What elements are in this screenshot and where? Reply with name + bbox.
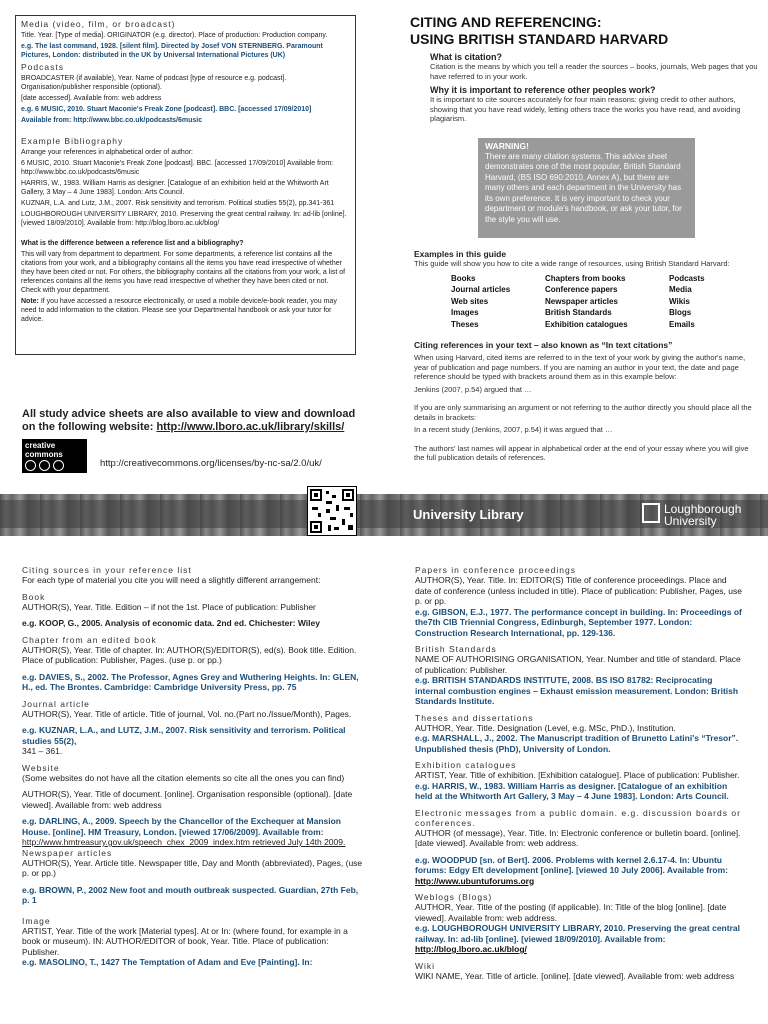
answer-citation: Citation is the means by which you tell a reader the sources – books, journals, Web pages that you have referred to in your work. — [430, 62, 758, 81]
study-advice-url[interactable]: http://www.lboro.ac.uk/library/skills/ — [156, 421, 345, 433]
wiki-label: Wiki — [415, 960, 436, 971]
book-label: Book — [22, 591, 46, 602]
blogs-url[interactable]: http://blog.lboro.ac.uk/blog/ — [415, 944, 527, 954]
cc-logo-text-2: commons — [25, 450, 63, 459]
exhibition-label: Exhibition catalogues — [415, 760, 517, 770]
example-item: Media — [669, 285, 692, 294]
question-citation: What is citation? — [430, 52, 502, 62]
image-example: e.g. MASOLINO, T., 1427 The Temptation of Adam and Eve [Painting]. In: — [22, 957, 313, 967]
electronic-messages-label: Electronic messages from a public domain. e.g. discussion boards or conferences. — [415, 807, 741, 828]
license-url[interactable]: http://creativecommons.org/licenses/by-nc-sa/2.0/uk/ — [100, 458, 322, 469]
answer-importance: It is important to cite sources accurately for four main reasons: giving credit to other authors, showing that you have read widely, letting others trace the works you have read, and avoiding plagiarism. — [430, 95, 741, 123]
conference-label: Papers in conference proceedings — [415, 565, 576, 575]
podcast-format-2: [date accessed]. Available from: web address — [21, 95, 162, 102]
blogs-format: AUTHOR, Year. Title of the posting (if applicable). In: Title of the blog [online]. [date viewed]. Available from: web address. — [415, 902, 727, 923]
example-item: Theses — [451, 319, 479, 329]
in-text-heading: Citing references in your text – also known as “In text citations” — [414, 340, 673, 350]
image-format: ARTIST, Year. Title of the work [Material types]. At or In: (where found, for example in a book or museum). IN: AUTHOR/EDITOR of book, Year. Title. Place of publication: Publisher. — [22, 925, 348, 957]
creative-commons-logo — [22, 439, 87, 473]
example-item: Newspaper articles — [545, 296, 618, 306]
in-text-p3: The authors' last names will appear in alphabetical order at the end of your essay where you will give the full publication details of references. — [414, 443, 749, 462]
page-title: CITING AND REFERENCING: — [410, 14, 602, 30]
journal-pages: 341 – 361. — [22, 746, 63, 756]
podcast-example: e.g. 6 MUSIC, 2010. Stuart Maconie's Freak Zone [podcast]. BBC. [accessed 17/09/2010] — [21, 106, 312, 113]
difference-heading: What is the difference between a reference list and a bibliography? — [21, 240, 244, 247]
podcast-example-url[interactable]: Available from: http://www.bbc.co.uk/podcasts/6music — [21, 117, 203, 124]
bib-entry: HARRIS, W., 1983. William Harris as designer. [Catalogue of an exhibition held at the Whitworth Art Gallery, 3 May – 4 June 1983]. London: Arts Council. — [21, 180, 329, 196]
note-label: Note: — [21, 298, 39, 305]
in-text-example-1: Jenkins (2007, p.54) argued that … — [414, 384, 532, 394]
journal-label: Journal article — [22, 698, 90, 709]
podcasts-label: Podcasts — [21, 62, 64, 72]
website-note: (Some websites do not have all the citation elements so cite all the ones you can find) — [22, 772, 345, 783]
chapter-example: e.g. DAVIES, S., 2002. The Professor, Agnes Grey and Wuthering Heights. In: GLEN, H., ed. The Brontes. Cambridge: Cambridge University Press, pp. 75 — [22, 671, 359, 692]
example-item: Exhibition catalogues — [545, 319, 628, 329]
example-item: Web sites — [451, 296, 489, 306]
newspaper-label: Newspaper articles — [22, 847, 113, 858]
theses-label: Theses and dissertations — [415, 712, 534, 723]
podcast-format: BROADCASTER (if available), Year. Name of podcast [type of resource e.g. podcast]. Organisation/publisher responsible (optional). — [21, 75, 287, 91]
british-standards-label: British Standards — [415, 644, 497, 654]
chapter-format: AUTHOR(S), Year. Title of chapter. In: AUTHOR(S)/EDITOR(S), ed(s). Book title. Edition. Place of publication: Publisher, Pages. (use p. or pp.) — [22, 644, 357, 665]
exhibition-format: ARTIST, Year. Title of exhibition. [Exhibition catalogue]. Place of publication: Publisher. — [415, 770, 740, 780]
example-item: Chapters from books — [545, 273, 626, 283]
reference-list-column-left — [22, 565, 367, 968]
newspaper-format: AUTHOR(S), Year. Article title. Newspaper title, Day and Month (abbreviated), Pages, (use p. or pp.) — [22, 857, 363, 878]
example-item: Emails — [669, 319, 695, 329]
example-item: Podcasts — [669, 273, 705, 283]
study-advice-line1: All study advice sheets are also available to view and download — [22, 408, 356, 420]
examples-heading: Examples in this guide — [414, 249, 507, 259]
note-text: If you have accessed a resource electronically, or used a mobile device/e-book reader, you may need to add information to the citation. Please see your Departmental handbook or ask your tutor for advice. — [21, 298, 337, 323]
british-standards-format: NAME OF AUTHORISING ORGANISATION, Year. Number and title of standard. Place of publication: Publisher. — [415, 654, 741, 675]
example-item: Images — [451, 308, 479, 317]
qr-code-icon — [307, 486, 357, 536]
website-url[interactable]: http://www.hmtreasury.gov.uk/speech_chex_2009_index.htm retrieved July 14th 2009. — [22, 837, 346, 847]
example-item: Blogs — [669, 308, 692, 317]
bib-entry: LOUGHBOROUGH UNIVERSITY LIBRARY, 2010. Preserving the great central railway. In: ad-lib [online]. [viewed 18/09/2010]. Available from: http://blog.lboro.ac.uk/blog/ — [21, 211, 347, 227]
blogs-label: Weblogs (Blogs) — [415, 892, 493, 902]
conference-example: e.g. GIBSON, E.J., 1977. The performance concept in building. In: Proceedings of the7th CIB Triennial Congress, Edinburgh, September 1977. London: Construction Research International, pp. 129-136. — [415, 606, 742, 638]
blogs-example: e.g. LOUGHBOROUGH UNIVERSITY LIBRARY, 2010. Preserving the great central railway. In: ad-lib [online]. [viewed 18/09/2010]. Available from: — [415, 923, 740, 944]
media-label: Media (video, film, or broadcast) — [21, 19, 176, 29]
website-example: e.g. DARLING, A., 2009. Speech by the Chancellor of the Exchequer at Mansion House. [online]. HM Treasury, London. [viewed 17/06/2009]. Available from: — [22, 816, 341, 837]
study-advice — [22, 408, 362, 434]
chapter-label: Chapter from an edited book — [22, 634, 157, 645]
loughborough-logo — [642, 503, 741, 527]
book-example: e.g. KOOP, G., 2005. Analysis of economic data. 2nd ed. Chichester: Wiley — [22, 618, 320, 628]
in-text-example-2: In a recent study (Jenkins, 2007, p.54) it was argued that … — [414, 425, 613, 434]
media-format: Title. Year. [Type of media]. ORIGINATOR (e.g. director). Place of production: Production company. — [21, 32, 328, 39]
study-advice-line2: on the following website: — [22, 421, 154, 433]
bib-entry: 6 MUSIC, 2010. Stuart Maconie's Freak Zone [podcast]. BBC. [accessed 17/09/2010] Available from: http://www.bbc.co.uk/podcasts/6music — [21, 160, 334, 176]
example-item: Books — [451, 273, 476, 283]
reference-list-column-right — [415, 565, 745, 981]
warning-box — [478, 138, 695, 238]
electronic-messages-example: e.g. WOODPUD [sn. of Bert]. 2006. Problems with kernel 2.6.17-4. In: Ubuntu forums: Edgy Eft development [online]. [viewed 10 July 2006]. Available from: — [415, 854, 728, 875]
journal-format: AUTHOR(S), Year. Title of article. Title of journal, Vol. no.(Part no./Issue/Month), Pages. — [22, 708, 352, 719]
bib-intro: Arrange your references in alphabetical order of author: — [21, 149, 193, 156]
british-standards-example: e.g. BRITISH STANDARDS INSTITUTE, 2008. BS ISO 81782: Reciprocating internal combustion engines – Exhaust emission measurement. London: British Standards Institute. — [415, 675, 739, 706]
example-item: Wikis — [669, 296, 690, 306]
cc-nc-icon — [53, 460, 64, 471]
bib-entry: KUZNAR, L.A. and Lutz, J.M., 2007. Risk sensitivity and terrorism. Political studies 55(2), pp.341-361 — [21, 200, 335, 207]
examples-section — [414, 249, 759, 463]
wiki-format: WIKI NAME, Year. Title of article. [online]. [date viewed]. Available from: web address — [415, 970, 735, 981]
logo-line-2: University — [664, 514, 717, 528]
warning-text: There are many citation systems. This advice sheet demonstrates one of the most popular, British Standard Harvard, (BS ISO 690:2010, Annex A), but there are many others and each department in the University has its own preference. It is very important to check your department or module's handbook, or ask your tutor, for the style you will use. — [485, 151, 682, 224]
example-item: Journal articles — [451, 285, 511, 294]
electronic-messages-url[interactable]: http://www.ubuntuforums.org — [415, 875, 535, 886]
bibliography-label: Example Bibliography — [21, 136, 124, 146]
newspaper-example: e.g. BROWN, P., 2002 New foot and mouth outbreak suspected. Guardian, 27th Feb, p. 1 — [22, 884, 359, 905]
website-label: Website — [22, 762, 60, 773]
theses-format: AUTHOR, Year. Title. Designation (Level, e.g. MSc, PhD.), Institution. — [415, 722, 676, 733]
difference-text: This will vary from department to department. For some departments, a reference list contains all the citations from your work, and a bibliography contains all the items you have read irrespective of whether they have been cited or not. For others, the bibliography contains all the citations from your work, a list of references contains all the items you have read irrespective of whether they have been cited or not. Check with your department. — [21, 251, 346, 294]
reference-info-box — [15, 15, 356, 355]
page-subtitle: USING BRITISH STANDARD HARVARD — [410, 31, 669, 47]
reference-list-heading: Citing sources in your reference list — [22, 565, 192, 575]
loughborough-logo-icon — [642, 503, 660, 523]
media-example: e.g. The last command, 1928. [silent film]. Directed by Josef VON STERNBERG. Paramount Pictures, London: distributed in the UK by Universal International Pictures (UK) — [21, 43, 323, 59]
warning-title: WARNING! — [485, 141, 529, 151]
cc-equal-icon — [39, 460, 50, 471]
book-format: AUTHOR(S), Year. Title. Edition – if not the 1st. Place of publication: Publisher — [22, 601, 316, 612]
example-item: Conference papers — [545, 285, 618, 294]
cc-logo-text-1: creative — [25, 441, 56, 450]
conference-format: AUTHOR(S), Year. Title. In: EDITOR(S) Title of conference proceedings. Place and date of conference (unless included in title). Place of publication: Publisher, Pages, use p. or pp. — [415, 575, 742, 606]
university-library-title: University Library — [413, 507, 524, 522]
website-format: AUTHOR(S), Year. Title of document. [online]. Organisation responsible (optional). [date viewed]. Available from: web address — [22, 789, 353, 810]
exhibition-example: e.g. HARRIS, W., 1983. William Harris as designer. [Catalogue of an exhibition held at the Whitworth Art Gallery, 3 May – 4 June 1983]. London: Arts Council. — [415, 780, 729, 801]
example-item: British Standards — [545, 308, 612, 317]
reference-list-intro: For each type of material you cite you will need a slightly different arrangement: — [22, 575, 321, 585]
cc-by-icon — [25, 460, 36, 471]
electronic-messages-format: AUTHOR (of message), Year. Title. In: Electronic conference or bulletin board. [online]. [date viewed]. Available from: web address. — [415, 827, 741, 848]
in-text-p1: When using Harvard, cited items are referred to in the text of your work by giving the author's name, year of publication and page numbers. If you are naming an author in your text, the date and page reference should be typed with brackets around them as in this example below: — [414, 353, 746, 381]
theses-example: e.g. MARSHALL, J., 2002. The Manuscript tradition of Brunetto Latini's “Tresor”. Unpublished thesis (PhD), University of London. — [415, 733, 739, 754]
question-importance: Why it is important to reference other peoples work? — [430, 85, 656, 95]
examples-grid — [451, 273, 759, 331]
intro-section — [410, 14, 760, 124]
image-label: Image — [22, 915, 51, 926]
logo-line-1: Loughborough — [664, 502, 742, 516]
journal-example: e.g. KUZNAR, L.A., and LUTZ, J.M., 2007. Risk sensitivity and terrorism. Political studies 55(2), — [22, 725, 346, 746]
in-text-p2: If you are only summarising an argument or not referring to the author directly you should place all the details in brackets: — [414, 403, 752, 422]
examples-intro: This guide will show you how to cite a wide range of resources, using British Standard Harvard: — [414, 259, 730, 268]
